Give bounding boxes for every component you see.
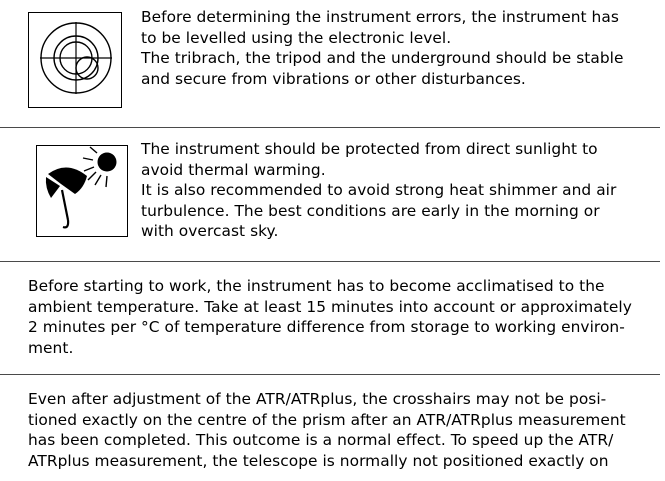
- atr-note: [28, 389, 626, 471]
- text-line: to be levelled using the electronic level.: [141, 28, 452, 47]
- text-line: The instrument should be protected from direct sunlight to: [141, 140, 598, 158]
- sunlight-icon-box: [36, 145, 128, 237]
- levelling-icon-box: [28, 12, 122, 108]
- section-divider: [0, 127, 660, 128]
- text-line: ment.: [28, 338, 74, 357]
- section-divider: [0, 374, 660, 375]
- text-line: with overcast sky.: [141, 222, 279, 240]
- text-line: ambient temperature. Take at least 15 minutes into account or approximately: [28, 297, 632, 316]
- text-line: and secure from vibrations or other disturbances.: [141, 69, 526, 88]
- text-line: tioned exactly on the centre of the prism after an ATR/ATRplus measurement: [28, 410, 626, 429]
- levelling-note: [141, 7, 624, 89]
- levelling-bubble-icon: [29, 13, 120, 106]
- sun-umbrella-icon: [37, 146, 126, 235]
- text-line: turbulence. The best conditions are early in the morning or: [141, 201, 600, 220]
- text-line: Even after adjustment of the ATR/ATRplus, the crosshairs may not be posi-: [28, 390, 607, 408]
- text-line: It is also recommended to avoid strong heat shimmer and air: [141, 181, 617, 199]
- acclimatisation-note: [28, 276, 632, 358]
- text-line: The tribrach, the tripod and the underground should be stable: [141, 49, 624, 67]
- text-line: 2 minutes per °C of temperature difference from storage to working environ-: [28, 318, 625, 336]
- text-line: Before starting to work, the instrument has to become acclimatised to the: [28, 277, 605, 295]
- section-divider: [0, 261, 660, 262]
- text-line: ATRplus measurement, the telescope is normally not positioned exactly on: [28, 451, 609, 470]
- text-line: avoid thermal warming.: [141, 160, 326, 179]
- text-line: has been completed. This outcome is a normal effect. To speed up the ATR/: [28, 431, 614, 449]
- sunlight-note: [141, 139, 616, 242]
- text-line: Before determining the instrument errors, the instrument has: [141, 8, 619, 26]
